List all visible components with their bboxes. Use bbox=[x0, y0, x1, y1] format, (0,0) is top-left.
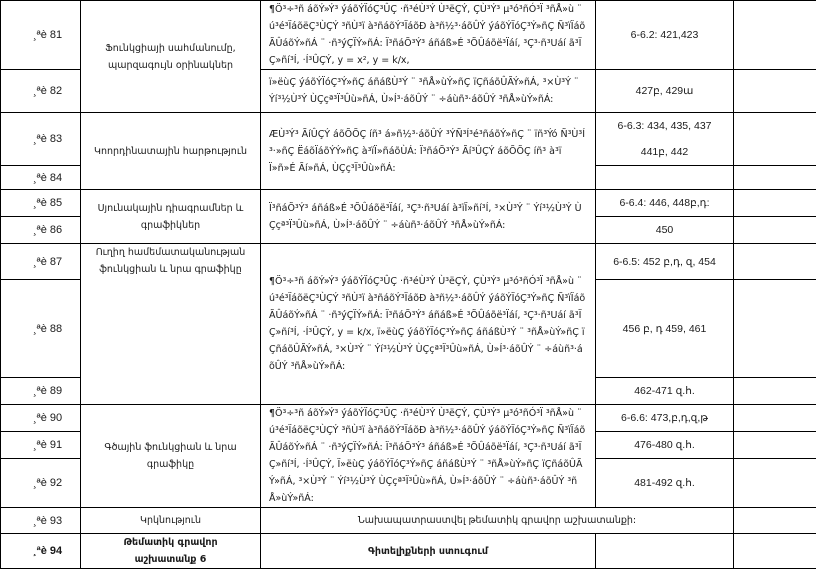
empty-cell bbox=[734, 459, 816, 508]
topic-cell: Կրկնություն bbox=[81, 508, 261, 534]
content-cell: ¶Ö³÷³ñ áõÝ»Ý³ ýáõÝÏóÇ³ÛÇ ·ñ³éÙ³Ý Ù³ëÇÝ, ÇÙ³Ý³ µ³ó³ñÓ³Ï ³ñÅ»ù ¨ ú³é³ÏáõëÇ³ÙÇÝ ³ñÙ³ï à³ñáõÝ³ÏáõÐ à³ñ½³·áõÛÝ ýáõÝÏóÇ³Ý»ñÇ Ñ³ïÏáõÃÛáõÝ»ñÁ ¨ ·ñ³ýÇÏÝ»ñÁ: Ï³ñáÕ³Ý³ áñáß»É ³ÕÛáõë³Ïáí, ³Ç³·ñ³Uáí ã³ÏÇ»ñí³Í, ·Í³ÛÇÝ, Ï»ëùÇ ýáõÝÏóÇ³Ý»ñÇ áñáßÙ³Ý ¨ ³ñÅ»ùÝ»ñÇ ïÇñáõÛÃÝ»ñÁ, ³×Ù³Ý ¨ Ýí³½Ù³Ý ÙÇçª³Ï³Ûù»ñÁ, Ù»Í³·áõÛÝ ¨ ÷áùñ³·áõÛÝ ³ñÅ»ùÝ»ñÁ: bbox=[261, 405, 596, 508]
table-row bbox=[1, 190, 816, 217]
topic-cell: Կոորդինատային հարթություն bbox=[81, 113, 261, 190]
lesson-number: ¸ªè 84 bbox=[1, 166, 81, 190]
pages-cell bbox=[596, 113, 734, 166]
empty-cell bbox=[734, 432, 816, 459]
table-row bbox=[1, 534, 816, 569]
lesson-number: ¸ªè 93 bbox=[1, 508, 81, 534]
lesson-number: ¸ªè 92 bbox=[1, 459, 81, 508]
empty-cell bbox=[734, 217, 816, 244]
lesson-number: ¸ªè 88 bbox=[1, 280, 81, 378]
lesson-number: ¸ªè 82 bbox=[1, 70, 81, 113]
pages-cell: 427բ, 429ա bbox=[596, 70, 734, 113]
empty-cell bbox=[734, 70, 816, 113]
lesson-number: ¸ªè 87 bbox=[1, 244, 81, 280]
pages-cell: 450 bbox=[596, 217, 734, 244]
topic-cell: Ուղիղ համեմատականության ֆունկցիան և նրա գրաֆիկը bbox=[81, 244, 261, 405]
table-row bbox=[1, 405, 816, 432]
pages-cell bbox=[596, 534, 734, 569]
lesson-number: ¸ªè 83 bbox=[1, 113, 81, 166]
table-row bbox=[1, 1, 816, 70]
pages-cell: 476-480 զ.հ. bbox=[596, 432, 734, 459]
empty-cell bbox=[734, 405, 816, 432]
pages-cell: 6-6.6: 473,բ,դ,զ,թ bbox=[596, 405, 734, 432]
lesson-number: ¸ªè 91 bbox=[1, 432, 81, 459]
pages-line: 6-6.3: 434, 435, 437 bbox=[602, 113, 727, 139]
empty-cell bbox=[734, 190, 816, 217]
pages-cell: 481-492 զ.հ. bbox=[596, 459, 734, 508]
table-row bbox=[1, 508, 816, 534]
empty-cell bbox=[734, 244, 816, 280]
empty-cell bbox=[734, 534, 816, 569]
pages-cell: 6-6.4: 446, 448բ,դ: bbox=[596, 190, 734, 217]
empty-cell bbox=[734, 508, 816, 534]
pages-cell: 462-471 զ.հ. bbox=[596, 378, 734, 405]
empty-cell bbox=[734, 1, 816, 70]
content-cell: ¶Ö³÷³ñ áõÝ»Ý³ ýáõÝÏóÇ³ÛÇ ·ñ³éÙ³Ý Ù³ëÇÝ, ÇÙ³Ý³ µ³ó³ñÓ³Ï ³ñÅ»ù ¨ ú³é³ÏáõëÇ³ÙÇÝ ³ñÙ³ï à³ñáõÝ³ÏáõÐ à³ñ½³·áõÛÝ ýáõÝÏóÇ³Ý»ñÇ Ñ³ïÏáõÃÛáõÝ»ñÁ ¨ ·ñ³ýÇÏÝ»ñÁ: Ï³ñáÕ³Ý³ áñáß»É ³ÕÛáõë³Ïáí, ³Ç³·ñ³Uáí ã³ÏÇ»ñí³Í, ·Í³ÛÇÝ, y = x², y = k/x, bbox=[261, 1, 596, 70]
table-row bbox=[1, 244, 816, 280]
pages-line: 441բ, 442 bbox=[602, 139, 727, 165]
topic-cell: Ֆունկցիայի սահմանումը, պարզագույն օրինակներ bbox=[81, 1, 261, 113]
content-cell: ¶Ö³÷³ñ áõÝ»Ý³ ýáõÝÏóÇ³ÛÇ ·ñ³éÙ³Ý Ù³ëÇÝ, ÇÙ³Ý³ µ³ó³ñÓ³Ï ³ñÅ»ù ¨ ú³é³ÏáõëÇ³ÙÇÝ ³ñÙ³ï à³ñáõÝ³ÏáõÐ à³ñ½³·áõÛÝ ýáõÝÏóÇ³Ý»ñÇ Ñ³ïÏáõÃÛáõÝ»ñÁ ¨ ·ñ³ýÇÏÝ»ñÁ: Ï³ñáÕ³Ý³ áñáß»É ³ÕÛáõë³Ïáí, ³Ç³·ñ³Uáí ã³ÏÇ»ñí³Í, ·Í³ÛÇÝ, y = k/x, ï»ëùÇ ýáõÝÏóÇ³Ý»ñÇ áñáßÙ³Ý ¨ ³ñÅ»ùÝ»ñÇ ïÇñáõÛÃÝ»ñÁ, ³×Ù³Ý ¨ Ýí³½Ù³Ý ÙÇçª³Ï³Ûù»ñÁ, Ù»Í³·áõÛÝ ¨ ÷áùñ³·áõÛÝ ³ñÅ»ùÝ»ñÁ: bbox=[261, 244, 596, 405]
topic-cell: Սյունակային դիագրամներ և գրաֆիկներ bbox=[81, 190, 261, 244]
table-row bbox=[1, 113, 816, 166]
content-cell: ÆÙ³Ý³ ÃíÛÇÝ áõÕÕÇ íñ³ á»ñ½³·áõÛÝ ³ÝÑ³Í³é³ñáõÝ»ñÇ ¨ ïñ³Ýó Ñ³Ù³Í³·»ñÇ ËáõÏáõÝÝ»ñÇ à³ïÏ»ñáõÙÁ: Ï³ñáÕ³Ý³ Ãí³ÛÇÝ áõÕÕÇ íñ³ à³ïÏ»ñ»É Ãí»ñÁ, ÙÇç³Ï³Ûù»ñÁ: bbox=[261, 113, 596, 190]
topic-cell: Թեմատիկ գրավոր աշխատանք 6 bbox=[81, 534, 261, 569]
pages-cell: 456 բ, դ 459, 461 bbox=[596, 280, 734, 378]
pages-cell: 6-6.2: 421,423 bbox=[596, 1, 734, 70]
content-cell: ï»ëùÇ ýáõÝÏóÇ³Ý»ñÇ áñáßÙ³Ý ¨ ³ñÅ»ùÝ»ñÇ ïÇñáõÛÃÝ»ñÁ, ³×Ù³Ý ¨ Ýí³½Ù³Ý ÙÇçª³Ï³Ûù»ñÁ, Ù»Í³·áõÛÝ ¨ ÷áùñ³·áõÛÝ ³ñÅ»ùÝ»ñÁ: bbox=[261, 70, 596, 113]
topic-cell: Գծային ֆունկցիան և նրա գրաֆիկը bbox=[81, 405, 261, 508]
lesson-number: ¸ªè 81 bbox=[1, 1, 81, 70]
empty-cell bbox=[734, 280, 816, 378]
empty-cell bbox=[734, 113, 816, 166]
lesson-number: ¸ªè 86 bbox=[1, 217, 81, 244]
content-cell: Գիտելիքների ստուգում bbox=[261, 534, 596, 569]
content-cell: Ï³ñáÕ³Ý³ áñáß»É ³ÕÛáõë³Ïáí, ³Ç³·ñ³Uáí à³ïÏ»ñí³Í, ³×Ù³Ý ¨ Ýí³½Ù³Ý ÙÇçª³Ï³Ûù»ñÁ, Ù»Í³·áõÛÝ ¨ ÷áùñ³·áõÛÝ ³ñÅ»ùÝ»ñÁ: bbox=[261, 190, 596, 244]
lesson-number: ¸ªè 85 bbox=[1, 190, 81, 217]
empty-cell bbox=[734, 166, 816, 190]
pages-cell bbox=[596, 166, 734, 190]
lesson-number: ¸ªè 94 bbox=[1, 534, 81, 569]
pages-cell: 6-6.5: 452 բ,դ, զ, 454 bbox=[596, 244, 734, 280]
content-cell: Նախապատրաստվել թեմատիկ գրավոր աշխատանքի: bbox=[261, 508, 734, 534]
lesson-number: ¸ªè 90 bbox=[1, 405, 81, 432]
lesson-number: ¸ªè 89 bbox=[1, 378, 81, 405]
empty-cell bbox=[734, 378, 816, 405]
